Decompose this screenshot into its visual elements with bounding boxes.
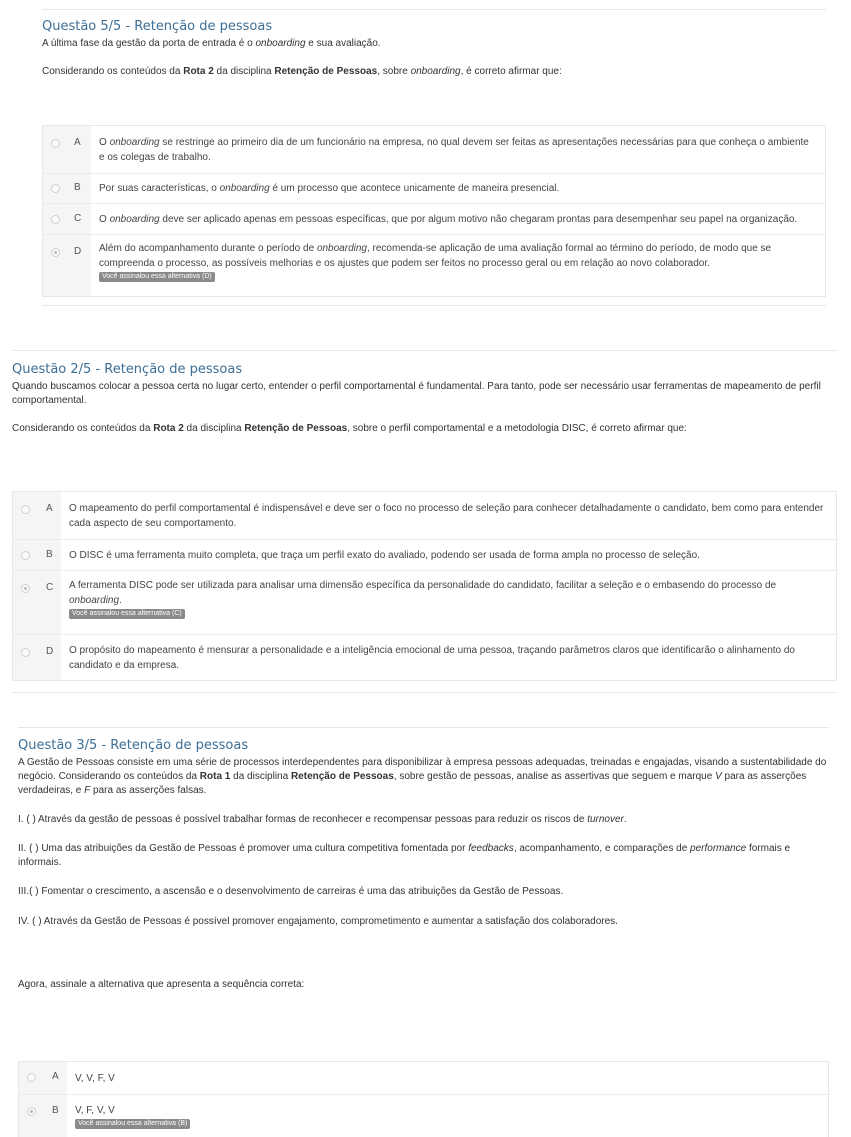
- radio-button[interactable]: [27, 1073, 36, 1082]
- alternatives-list: [42, 125, 826, 297]
- question-text: A Gestão de Pessoas consiste em uma série de processos interdependentes para disponibilizar à empresa pessoas adequadas, treinadas e engajadas, visando a sustentabilidade do negócio. Considerando os conteúdos da Rota 1 da disciplina Retenção de Pessoas, sobre gestão de pessoas, analise as assertivas que seguem e marque V para as asserções verdadeiras, e F para as asserções falsas.: [18, 757, 827, 796]
- alternative-text: V, F, V, V: [75, 1105, 115, 1116]
- assertion-4: IV. ( ) Através da Gestão de Pessoas é possível promover engajamento, comprometimento e aumentar a satisfação dos colaboradores.: [18, 916, 618, 927]
- question-2: [12, 362, 837, 436]
- alternative-letter: B: [74, 182, 81, 193]
- question-prompt: Considerando os conteúdos da Rota 2 da disciplina Retenção de Pessoas, sobre onboarding, é correto afirmar que:: [42, 66, 562, 77]
- alternative-letter: B: [46, 549, 53, 560]
- alternative-letter: C: [46, 582, 54, 593]
- radio-button[interactable]: [21, 551, 30, 560]
- selected-badge: Você assinalou essa alternativa (C): [69, 609, 185, 619]
- alternative-letter: D: [74, 246, 82, 257]
- alternative-text: V, V, F, V: [75, 1072, 115, 1084]
- question-3: [18, 738, 829, 992]
- alternative-a[interactable]: [19, 1062, 828, 1094]
- alternative-letter: A: [52, 1071, 59, 1082]
- alternative-text: O propósito do mapeamento é mensurar a personalidade e a inteligência emocional de uma pessoa, traçando parâmetros claros que identificarão o alinhamento do candidato e da empresa.: [69, 644, 795, 671]
- question-text: Quando buscamos colocar a pessoa certa no lugar certo, entender o perfil comportamental é fundamental. Para tanto, pode ser necessário usar ferramentas de mapeamento de perfil comportamental.: [12, 381, 821, 406]
- assertion-1: I. ( ) Através da gestão de pessoas é possível trabalhar formas de reconhecer e recompensar pessoas para reduzir os riscos de turnover.: [18, 814, 627, 825]
- alternative-letter: B: [52, 1105, 59, 1116]
- alternative-text: O onboarding se restringe ao primeiro dia de um funcionário na empresa, no qual devem ser feitas as apresentações necessárias para que conheça o ambiente e os colegas de trabalho.: [99, 136, 809, 163]
- selected-badge: Você assinalou essa alternativa (B): [75, 1119, 190, 1129]
- alternatives-list: [12, 491, 837, 681]
- alternative-text: Além do acompanhamento durante o período de onboarding, recomenda-se aplicação de uma avaliação formal ao término do período, de modo que se compreenda o processo, as possíveis melhorias e os ajustes que podem ser feitos no processo geral ou em relação ao novo colaborador.: [99, 243, 772, 269]
- alternative-d[interactable]: [13, 634, 836, 680]
- alternative-b[interactable]: [13, 539, 836, 570]
- alternative-letter: A: [74, 137, 81, 148]
- radio-button[interactable]: [51, 139, 60, 148]
- radio-button[interactable]: [21, 648, 30, 657]
- radio-button[interactable]: [51, 184, 60, 193]
- alternative-letter: A: [46, 503, 53, 514]
- alternative-text: O DISC é uma ferramenta muito completa, que traça um perfil exato do avaliado, podendo ser usada de forma ampla no processo de seleção.: [69, 549, 700, 561]
- alternative-b[interactable]: [19, 1094, 828, 1137]
- alternative-b[interactable]: [43, 173, 825, 203]
- radio-button-selected[interactable]: [27, 1107, 36, 1116]
- alternative-c[interactable]: [13, 570, 836, 634]
- alternative-letter: C: [74, 213, 82, 224]
- question-title: Questão 2/5 - Retenção de pessoas: [12, 362, 243, 377]
- radio-button-selected[interactable]: [21, 584, 30, 593]
- question-text: A última fase da gestão da porta de entrada é o onboarding e sua avaliação.: [42, 38, 381, 49]
- assertion-2: II. ( ) Uma das atribuições da Gestão de Pessoas é promover uma cultura competitiva fomentada por feedbacks, acompanhamento, e comparações de performance formais e informais.: [18, 843, 791, 868]
- alternative-a[interactable]: [13, 492, 836, 539]
- question-prompt: Agora, assinale a alternativa que apresenta a sequência correta:: [18, 979, 305, 990]
- radio-button-selected[interactable]: [51, 248, 60, 257]
- question-prompt: Considerando os conteúdos da Rota 2 da disciplina Retenção de Pessoas, sobre o perfil comportamental e a metodologia DISC, é correto afirmar que:: [12, 423, 687, 434]
- alternative-text: A ferramenta DISC pode ser utilizada para analisar uma dimensão específica da personalidade do candidato, facilitar a seleção e o embasendo do processo de onboarding.: [69, 580, 777, 606]
- alternative-text: O mapeamento do perfil comportamental é indispensável e deve ser o foco no processo de seleção para conhecer detalhadamente o candidato, bem como para entender cada aspecto de seu comportamento.: [69, 502, 824, 529]
- alternative-text: O onboarding deve ser aplicado apenas em pessoas específicas, que por algum motivo não chegaram prontas para desempenhar seu papel na organização.: [99, 213, 798, 225]
- alternative-d[interactable]: [43, 234, 825, 296]
- assertion-3: III.( ) Fomentar o crescimento, a ascensão e o desenvolvimento de carreiras é uma das atribuições da Gestão de Pessoas.: [18, 886, 564, 897]
- alternatives-list: [18, 1061, 829, 1137]
- alternative-letter: D: [46, 646, 54, 657]
- question-title: Questão 3/5 - Retenção de pessoas: [18, 738, 249, 753]
- alternative-c[interactable]: [43, 203, 825, 234]
- question-5: [42, 19, 826, 79]
- radio-button[interactable]: [21, 505, 30, 514]
- alternative-a[interactable]: [43, 126, 825, 173]
- alternative-text: Por suas características, o onboarding é um processo que acontece unicamente de maneira presencial.: [99, 183, 560, 194]
- radio-button[interactable]: [51, 215, 60, 224]
- selected-badge: Você assinalou essa alternativa (D): [99, 272, 215, 282]
- question-title: Questão 5/5 - Retenção de pessoas: [42, 19, 273, 34]
